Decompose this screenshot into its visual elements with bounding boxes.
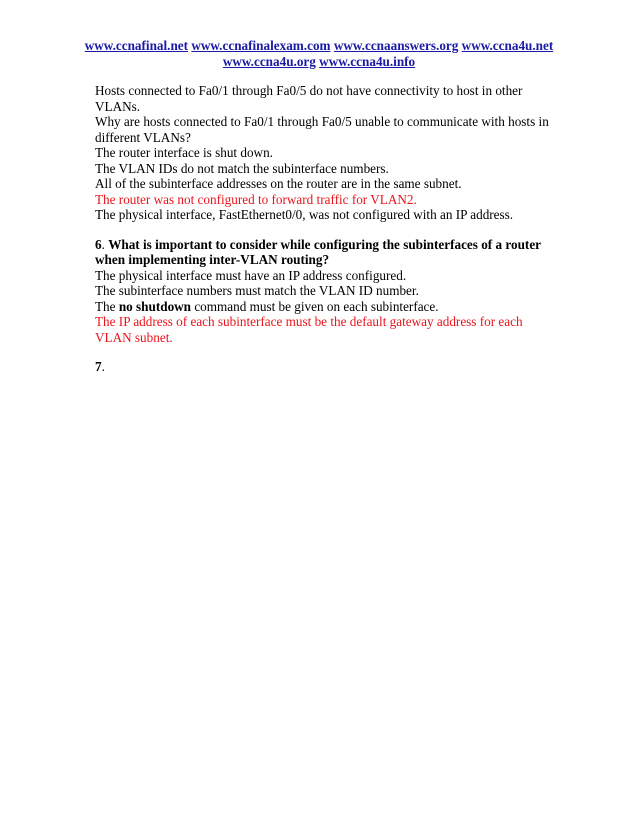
header-line-1 <box>0 38 638 54</box>
document-body <box>95 83 555 375</box>
question-7-number: 7 <box>95 359 102 374</box>
answer-option: The physical interface, FastEthernet0/0, was not configured with an IP address. <box>95 207 514 222</box>
answer-option: The subinterface numbers must match the VLAN ID number. <box>95 283 419 298</box>
answer-suffix: command must be given on each subinterface. <box>191 298 439 314</box>
exhibit-statement: Hosts connected to Fa0/1 through Fa0/5 do not have connectivity to host in other VLANs. <box>95 83 523 114</box>
question-5-text: Why are hosts connected to Fa0/1 through Fa0/5 unable to communicate with hosts in different VLANs? <box>95 114 549 145</box>
spacer <box>95 223 555 237</box>
link-ccna4u-org[interactable]: www.ccna4u.org <box>222 54 316 69</box>
answer-option: The router interface is shut down. <box>95 145 273 160</box>
question-6-number: 6 <box>95 236 102 252</box>
question-6-text: What is important to consider while configuring the subinterfaces of a router when implementing inter-VLAN routing? <box>95 236 541 267</box>
question-7: 7. <box>95 359 105 374</box>
answer-option: The physical interface must have an IP address configured. <box>95 267 407 283</box>
correct-answer-option: The router was not configured to forward traffic for VLAN2. <box>95 191 417 207</box>
link-ccna4u-net[interactable]: www.ccna4u.net <box>461 38 554 53</box>
header-links <box>0 38 638 70</box>
link-ccnaanswers-org[interactable]: www.ccnaanswers.org <box>333 38 459 53</box>
link-ccna4u-info[interactable]: www.ccna4u.info <box>319 54 416 69</box>
question-6: 6. What is important to consider while configuring the subinterfaces of a router when implementing inter-VLAN routing? <box>95 236 541 267</box>
correct-answer-option: The IP address of each subinterface must be the default gateway address for each VLAN subnet. <box>95 314 523 345</box>
spacer <box>95 345 555 359</box>
answer-option <box>95 299 555 315</box>
command-no-shutdown: no shutdown <box>118 298 192 314</box>
header-line-2 <box>0 54 638 70</box>
link-ccnafinalexam-com[interactable]: www.ccnafinalexam.com <box>191 38 331 53</box>
answer-option: All of the subinterface addresses on the router are in the same subnet. <box>95 176 462 191</box>
link-ccnafinal-net[interactable]: www.ccnafinal.net <box>84 38 189 53</box>
answer-option: The VLAN IDs do not match the subinterface numbers. <box>95 160 389 176</box>
answer-prefix: The <box>95 298 119 314</box>
